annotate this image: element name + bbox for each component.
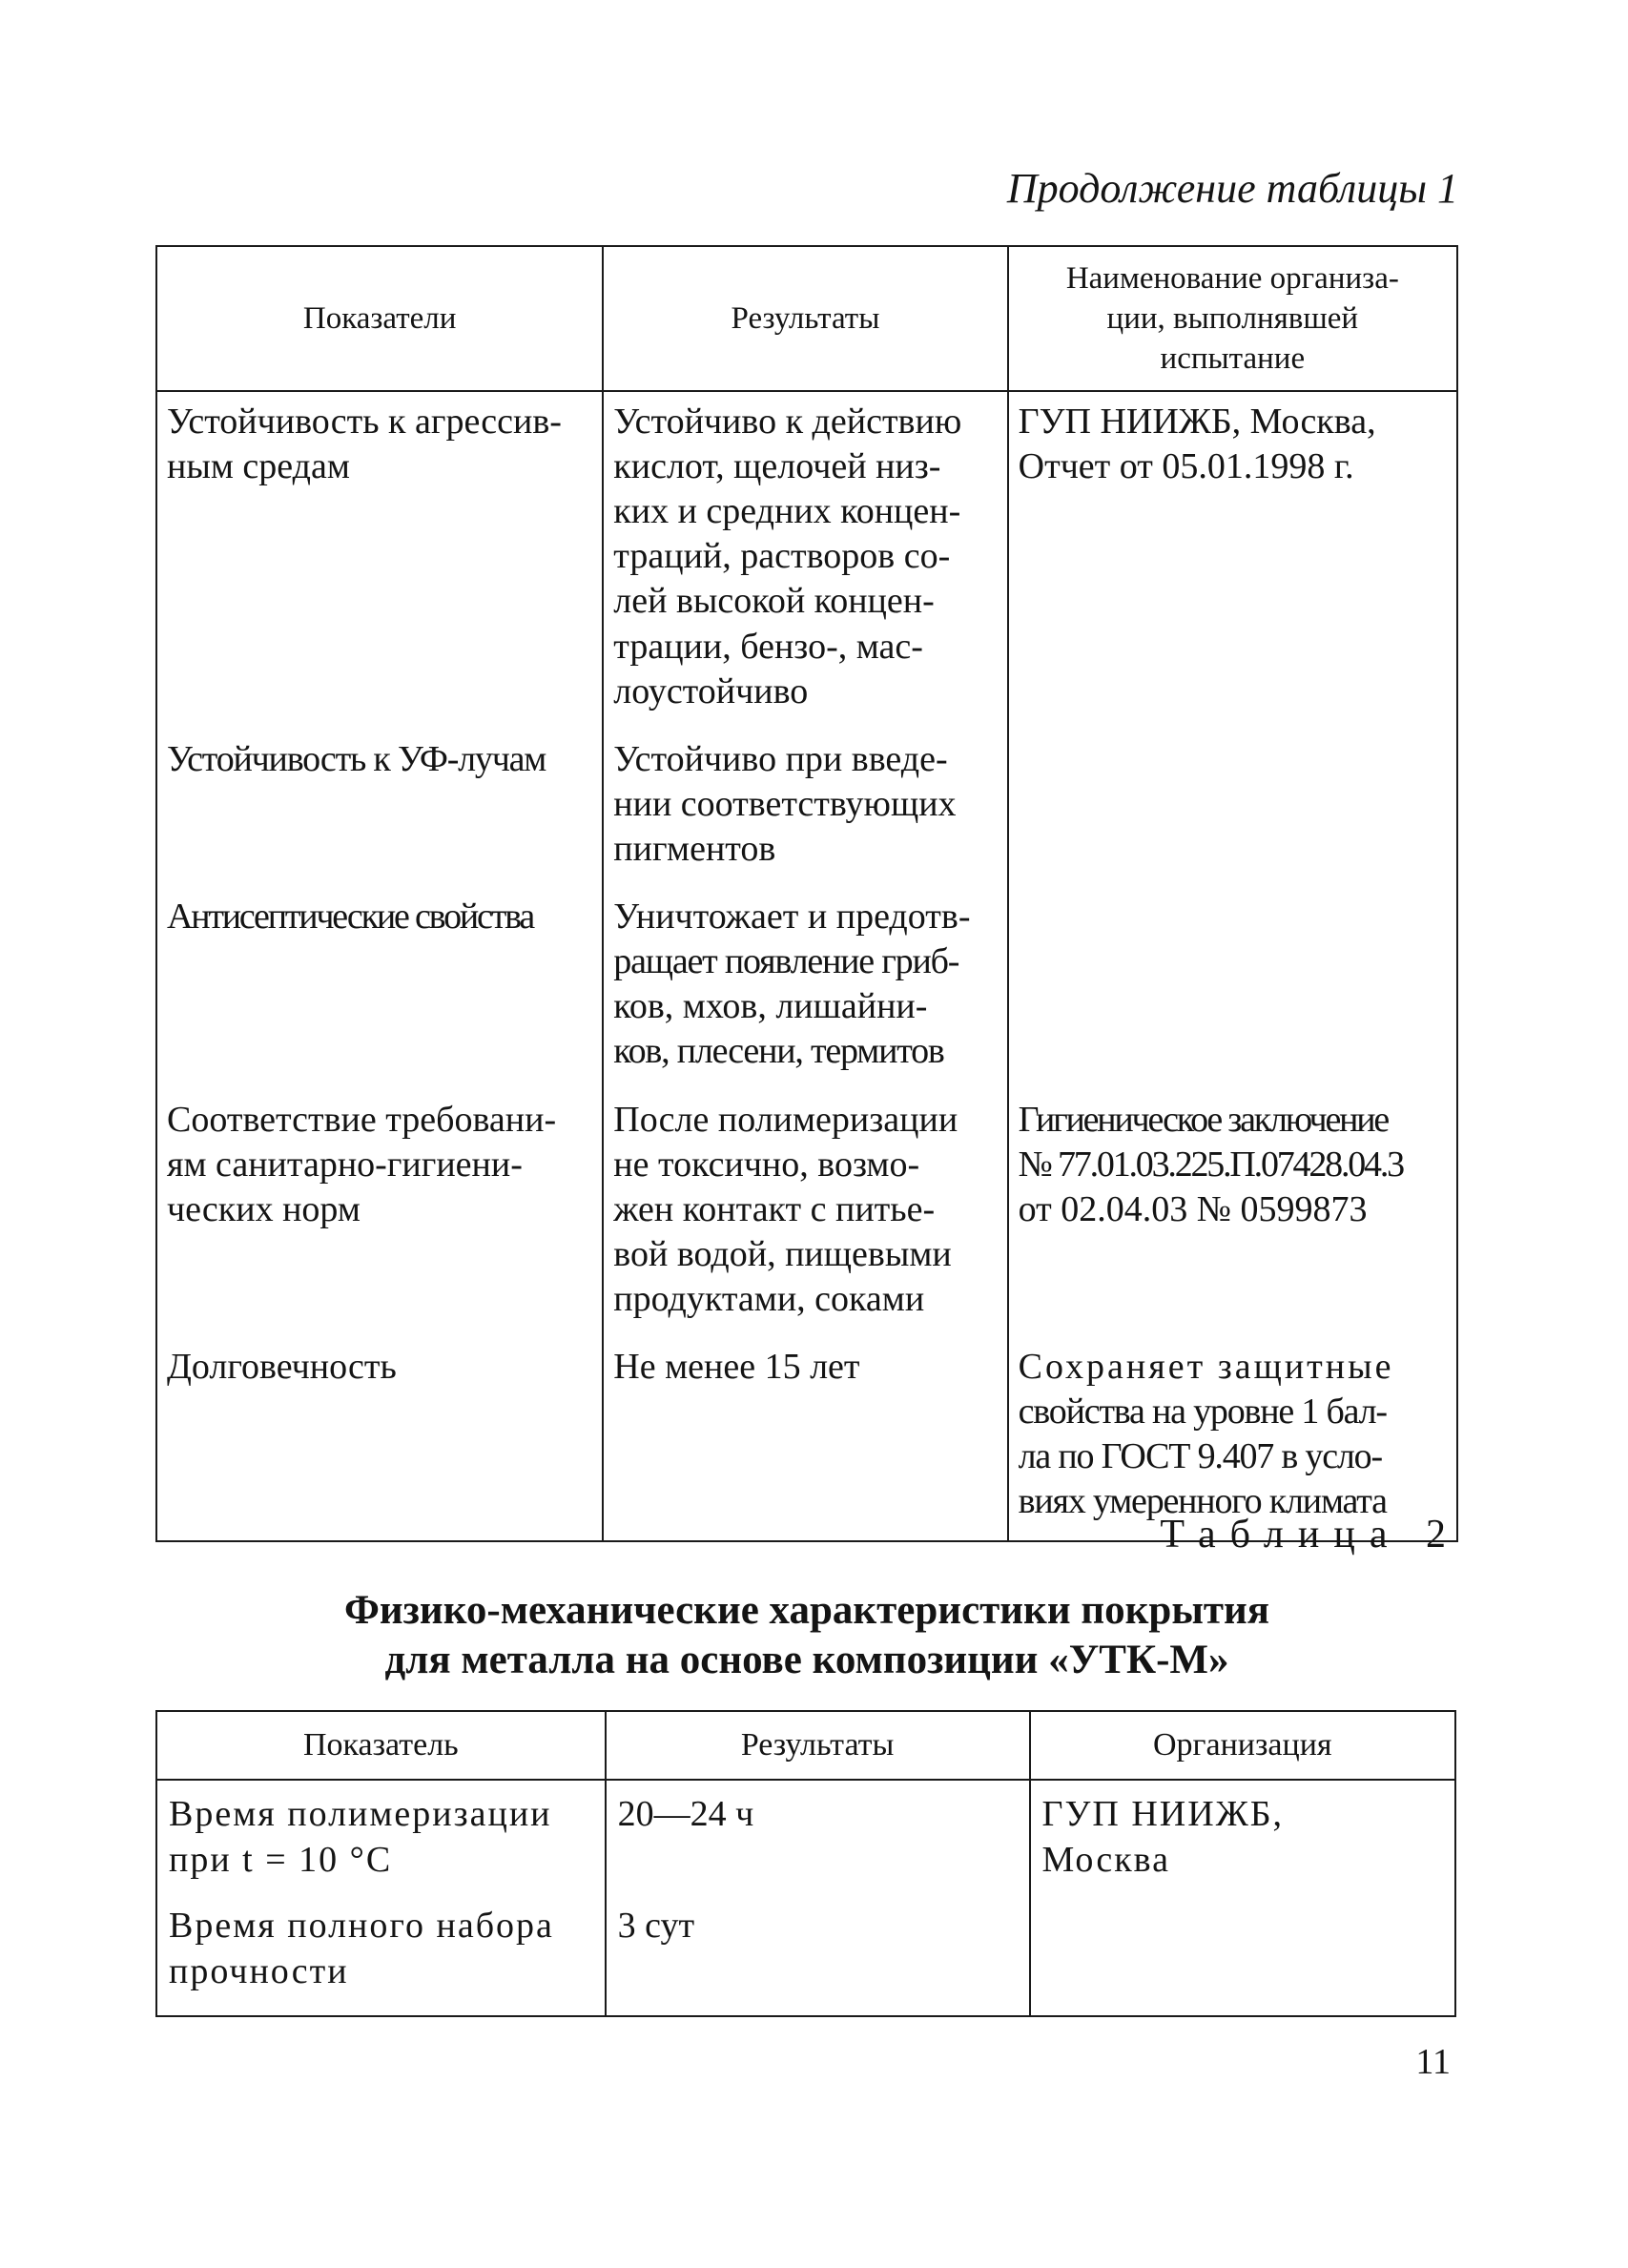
cell-line: 3 сут bbox=[617, 1906, 695, 1946]
table-1-header-row bbox=[156, 246, 1457, 391]
table-row bbox=[156, 391, 1457, 730]
result-cell bbox=[606, 1892, 1030, 2016]
cell-line: Антисептические свойства bbox=[167, 897, 534, 938]
organization-cell bbox=[1008, 1090, 1457, 1338]
cell-line: ков, мхов, лишайни- bbox=[613, 986, 928, 1027]
table-2 bbox=[155, 1710, 1456, 2017]
cell-line: Соответствие требовани- bbox=[167, 1099, 557, 1140]
continuation-caption: Продолжение таблицы 1 bbox=[1006, 165, 1458, 212]
indicator-cell bbox=[156, 887, 603, 1089]
cell-line: лей высокой концен- bbox=[613, 581, 935, 622]
organization-cell bbox=[1008, 887, 1457, 1089]
table-2-header-indicator: Показатель bbox=[156, 1711, 606, 1780]
cell-line: № 77.01.03.225.П.07428.04.3 bbox=[1018, 1144, 1403, 1185]
table-1-header-organization bbox=[1008, 246, 1457, 391]
table-2-label: Таблица 2 bbox=[1160, 1513, 1460, 1557]
cell-line: ГУП НИИЖБ, Москва, bbox=[1018, 402, 1376, 442]
table-2-title bbox=[155, 1586, 1458, 1684]
cell-line: ям санитарно-гигиени- bbox=[167, 1144, 523, 1185]
cell-line: Устойчивость к УФ-лучам bbox=[167, 738, 546, 779]
cell-line: трации, бензо-, мас- bbox=[613, 626, 923, 667]
result-cell bbox=[603, 1337, 1007, 1540]
cell-line: Сохраняет защитные bbox=[1018, 1347, 1394, 1388]
page-number: 11 bbox=[1415, 2042, 1451, 2082]
cell-line: Не менее 15 лет bbox=[613, 1347, 860, 1388]
cell-line: кислот, щелочей низ- bbox=[613, 446, 941, 487]
result-cell bbox=[603, 1090, 1007, 1338]
cell-line: Устойчивость к агрессив- bbox=[167, 402, 562, 442]
cell-line: ла по ГОСТ 9.407 в усло- bbox=[1018, 1436, 1382, 1477]
cell-line: от 02.04.03 № 0599873 bbox=[1018, 1188, 1368, 1229]
table-row bbox=[156, 1337, 1457, 1540]
cell-line: виях умеренного климата bbox=[1018, 1481, 1387, 1522]
table-1-header-results: Результаты bbox=[603, 246, 1007, 391]
indicator-cell bbox=[156, 1337, 603, 1540]
table-2-header-row bbox=[156, 1711, 1455, 1780]
organization-cell bbox=[1008, 391, 1457, 730]
indicator-cell bbox=[156, 391, 603, 730]
cell-line: пигментов bbox=[613, 828, 776, 869]
cell-line: ков, плесени, термитов bbox=[613, 1031, 944, 1072]
result-cell bbox=[603, 730, 1007, 887]
cell-line: жен контакт с питье- bbox=[613, 1188, 936, 1229]
table-row bbox=[156, 730, 1457, 887]
cell-line: Отчет от 05.01.1998 г. bbox=[1018, 446, 1354, 487]
cell-line: Гигиеническое заключение bbox=[1018, 1099, 1389, 1140]
cell-line: продуктами, соками bbox=[613, 1278, 925, 1319]
cell-line: при t = 10 °C bbox=[169, 1839, 393, 1880]
cell-line: Устойчиво к действию bbox=[613, 402, 962, 442]
cell-line: нии соответствующих bbox=[613, 783, 957, 824]
indicator-cell bbox=[156, 730, 603, 887]
table-1-header-indicators: Показатели bbox=[156, 246, 603, 391]
cell-line: ным средам bbox=[167, 446, 350, 487]
cell-line: Долговечность bbox=[167, 1347, 397, 1388]
organization-cell bbox=[1008, 1337, 1457, 1540]
table-2-header-organization: Организация bbox=[1030, 1711, 1455, 1780]
header-line: Наименование организа- bbox=[1065, 260, 1399, 296]
cell-line: ГУП НИИЖБ, bbox=[1041, 1794, 1285, 1834]
table-row bbox=[156, 887, 1457, 1089]
header-line: ции, выполнявшей bbox=[1106, 300, 1359, 336]
organization-cell bbox=[1030, 1780, 1455, 1892]
cell-line: свойства на уровне 1 бал- bbox=[1018, 1392, 1387, 1433]
cell-line: ращает появление гриб- bbox=[613, 941, 959, 982]
title-line: для металла на основе композиции «УТК-М» bbox=[384, 1637, 1229, 1682]
cell-line: Время полного набора bbox=[169, 1906, 554, 1946]
cell-line: Время полимеризации bbox=[169, 1794, 552, 1834]
cell-line: не токсично, возмо- bbox=[613, 1144, 920, 1185]
title-line: Физико-механические характеристики покрытия bbox=[343, 1588, 1270, 1633]
cell-line: Москва bbox=[1041, 1839, 1170, 1880]
cell-line: прочности bbox=[169, 1950, 349, 1991]
cell-line: ких и средних концен- bbox=[613, 491, 961, 532]
organization-cell bbox=[1030, 1892, 1455, 2016]
indicator-cell bbox=[156, 1892, 606, 2016]
table-row bbox=[156, 1892, 1455, 2016]
cell-line: Устойчиво при введе- bbox=[613, 738, 948, 779]
cell-line: вой водой, пищевыми bbox=[613, 1233, 952, 1274]
cell-line: 20—24 ч bbox=[617, 1794, 754, 1834]
indicator-cell bbox=[156, 1090, 603, 1338]
table-1 bbox=[155, 245, 1458, 1542]
indicator-cell bbox=[156, 1780, 606, 1892]
cell-line: лоустойчиво bbox=[613, 670, 809, 711]
table-row bbox=[156, 1780, 1455, 1892]
result-cell bbox=[606, 1780, 1030, 1892]
result-cell bbox=[603, 391, 1007, 730]
header-line: испытание bbox=[1160, 341, 1306, 377]
cell-line: После полимеризации bbox=[613, 1099, 958, 1140]
table-2-header-results: Результаты bbox=[606, 1711, 1030, 1780]
result-cell bbox=[603, 887, 1007, 1089]
organization-cell bbox=[1008, 730, 1457, 887]
table-row bbox=[156, 1090, 1457, 1338]
cell-line: траций, растворов со- bbox=[613, 536, 951, 577]
cell-line: ческих норм bbox=[167, 1188, 361, 1229]
cell-line: Уничтожает и предотв- bbox=[613, 897, 971, 938]
